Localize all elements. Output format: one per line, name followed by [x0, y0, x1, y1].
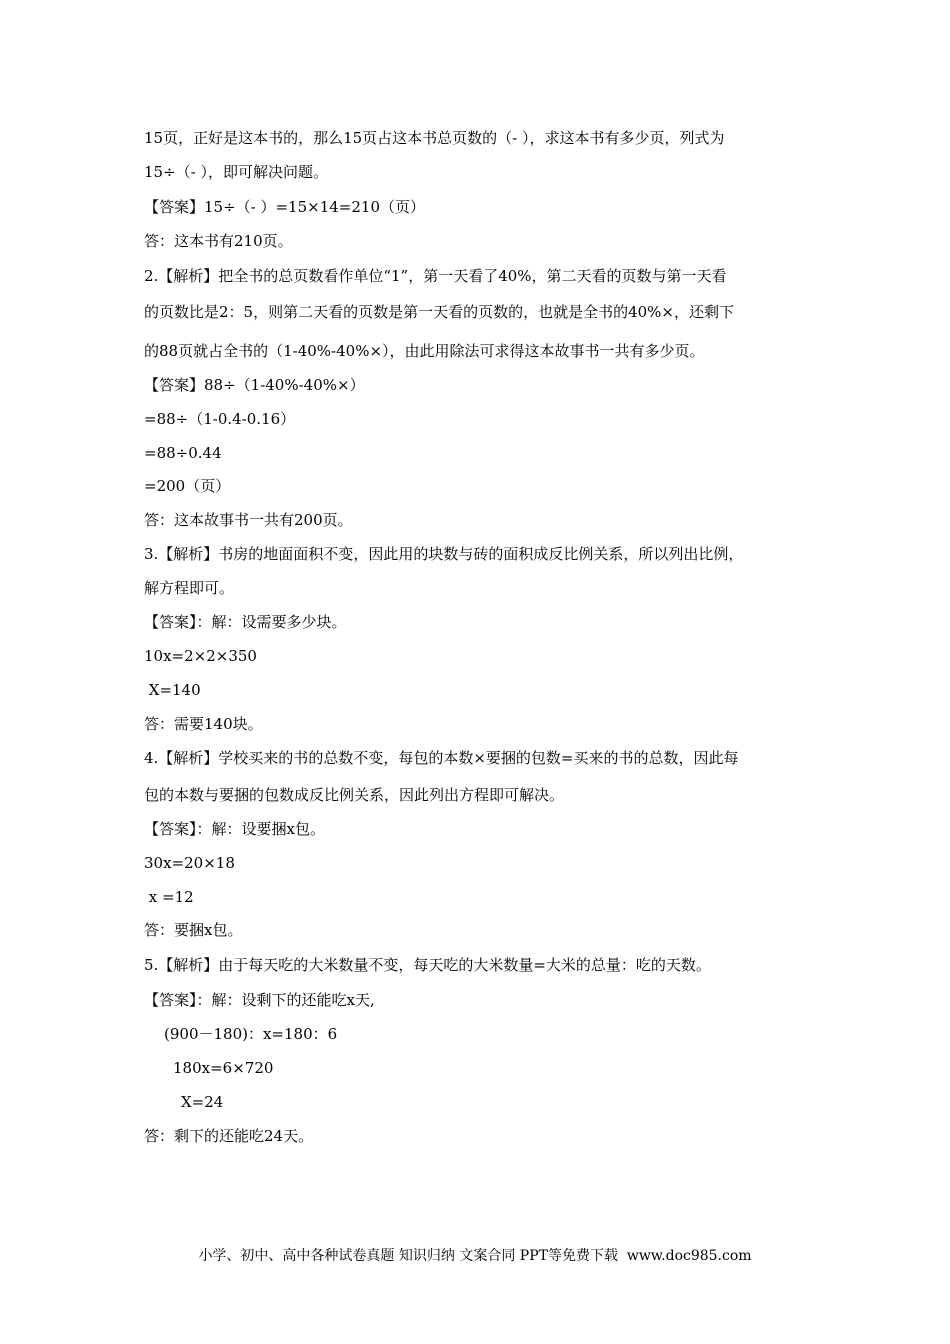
answer-line: 【答案】：解：设要捆x包。 — [144, 820, 325, 838]
text-line: 10x=2×2×350 — [144, 647, 257, 665]
page-footer: 小学、初中、高中各种试卷真题 知识归纳 文案合同 PPT等免费下载 www.doc985.com — [198, 1248, 752, 1264]
text-line: 的页数比是2：5，则第二天看的页数是第一天看的页数的，也就是全书的40%×，还剩下 — [144, 303, 734, 321]
text-line: 答：这本书有210页。 — [144, 232, 293, 250]
text-line: 15页，正好是这本书的，那么15页占这本书总页数的（- ），求这本书有多少页，列式为 — [144, 129, 725, 147]
text-line: 答：要捆x包。 — [144, 921, 243, 939]
question-analysis: 4.【解析】学校买来的书的总数不变，每包的本数×要捆的包数=买来的书的总数，因此每 — [144, 749, 739, 767]
text-line: =88÷0.44 — [144, 444, 222, 462]
question-analysis: 3.【解析】书房的地面面积不变，因此用的块数与砖的面积成反比例关系，所以列出比例， — [144, 545, 744, 563]
text-line: 30x=20×18 — [144, 854, 235, 872]
text-line: X=140 — [144, 681, 201, 699]
text-line: =200（页） — [144, 477, 231, 495]
text-line: 解方程即可。 — [144, 579, 235, 597]
text-line: 180x=6×720 — [173, 1059, 274, 1077]
text-line: 答：需要140块。 — [144, 715, 263, 733]
answer-line: 【答案】15÷（- ）=15×14=210（页） — [144, 198, 426, 216]
answer-line: 【答案】88÷（1-40%-40%×） — [144, 376, 365, 394]
answer-line: 【答案】：解：设剩下的还能吃x天, — [144, 991, 375, 1009]
text-line: 答：剩下的还能吃24天。 — [144, 1127, 314, 1145]
text-line: 答：这本故事书一共有200页。 — [144, 511, 353, 529]
text-line: x =12 — [144, 888, 194, 906]
text-line: 15÷（- ），即可解决问题。 — [144, 163, 328, 181]
answer-line: 【答案】：解：设需要多少块。 — [144, 613, 347, 631]
text-line: X=24 — [181, 1093, 224, 1111]
text-line: =88÷（1-0.4-0.16） — [144, 410, 296, 428]
text-line: (900－180)：x=180：6 — [164, 1025, 338, 1043]
question-analysis: 5.【解析】由于每天吃的大米数量不变，每天吃的大米数量=大米的总量：吃的天数。 — [144, 956, 711, 974]
text-line: 的88页就占全书的（1-40%-40%×），由此用除法可求得这本故事书一共有多少页。 — [144, 342, 705, 360]
text-line: 包的本数与要捆的包数成反比例关系，因此列出方程即可解决。 — [144, 786, 565, 804]
question-analysis: 2.【解析】把全书的总页数看作单位“1”，第一天看了40%，第二天看的页数与第一天看 — [144, 267, 727, 285]
